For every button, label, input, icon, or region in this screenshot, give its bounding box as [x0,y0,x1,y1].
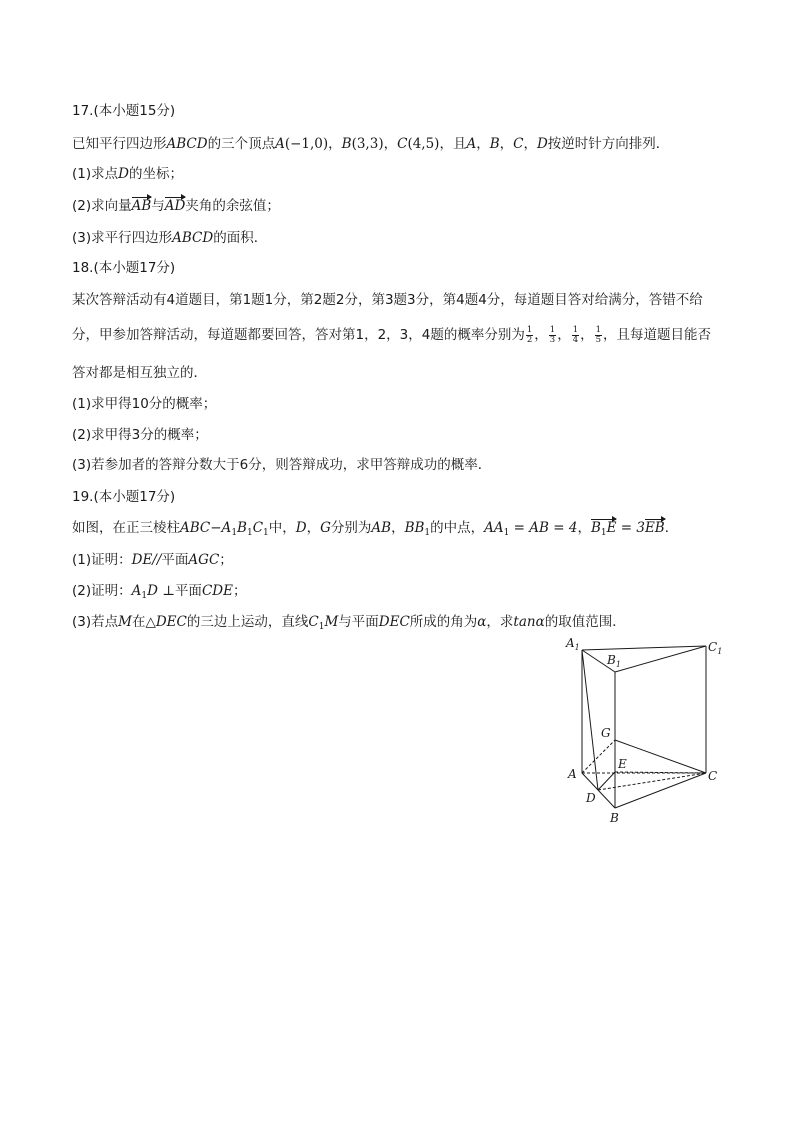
label-a: A [568,767,577,781]
q17-part-1: (1)求点D的坐标； [72,166,183,182]
q19-part-1: (1)证明：DE//平面AGC； [72,552,233,568]
q17-part-2: (2)求向量AB与AD夹角的余弦值； [72,198,280,214]
fraction: $\frac{1}{2}$ [526,324,533,345]
label-d: D [586,791,596,805]
prism-figure [560,630,730,830]
segment-d-e [598,772,615,790]
edge-b-c [615,773,706,808]
q19-part-3: (3)若点M在△DEC的三边上运动，直线$C_1M$与平面DEC所成的角为α，求tanα的取值范围． [72,614,626,632]
q17-header: 17.(本小题15分) [72,103,176,119]
label-b1: $B_1$ [607,653,621,669]
q18-header: 18.(本小题17分) [72,260,176,276]
label-c: C [708,769,718,783]
q18-stem-line-2: 分，甲参加答辩活动，每道题都要回答，答对第1，2，3，4题的概率分别为 $\frac{1}{2}$ ， $\frac{1}{3}$ ， $\frac{1}{4}$ ， $\frac{1}{5}$ ，且每道题目能否 [72,324,712,345]
segment-g-c [615,740,706,773]
q18-part-2: (2)求甲得3分的概率； [72,427,208,443]
edge-b1-c1 [615,646,706,672]
q18-part-1: (1)求甲得10分的概率； [72,396,217,412]
segment-a1-d [582,650,598,790]
q18-stem-line-3: 答对都是相互独立的． [72,365,207,381]
q19-stem: 如图，在正三棱柱$ABC-A_1B_1C_1$中，D，G分别为AB，$BB_1$的中点，$AA_1$ = AB = 4，$B_1E = 3EB$． [72,520,679,538]
segment-a-g [582,740,615,773]
label-g: G [601,726,611,740]
q19-part-2: (2)证明：$A_1D$ ⊥平面CDE； [72,583,247,601]
fraction: $\frac{1}{5}$ [595,324,602,345]
fraction: $\frac{1}{4}$ [572,324,579,345]
q18-part-3: (3)若参加者的答辩分数大于6分，则答辩成功，求甲答辩成功的概率． [72,457,492,473]
q18-stem-line-1: 某次答辩活动有4道题目，第1题1分，第2题2分，第3题3分，第4题4分，每道题目答对给满分，答错不给 [72,292,703,308]
q17-part-3: (3)求平行四边形ABCD的面积． [72,230,268,246]
label-b: B [610,811,619,825]
label-c1: $C_1$ [708,640,723,656]
segment-d-c [598,773,706,790]
fraction: $\frac{1}{3}$ [549,324,556,345]
label-e: E [618,757,627,771]
q17-stem: 已知平行四边形ABCD的三个顶点A(−1,0)，B(3,3)，C(4,5)，且A，B，C，D按逆时针方向排列． [72,136,670,152]
label-a1: $A_1$ [566,636,580,652]
q19-header: 19.(本小题17分) [72,489,176,505]
edge-a1-c1 [582,646,706,650]
